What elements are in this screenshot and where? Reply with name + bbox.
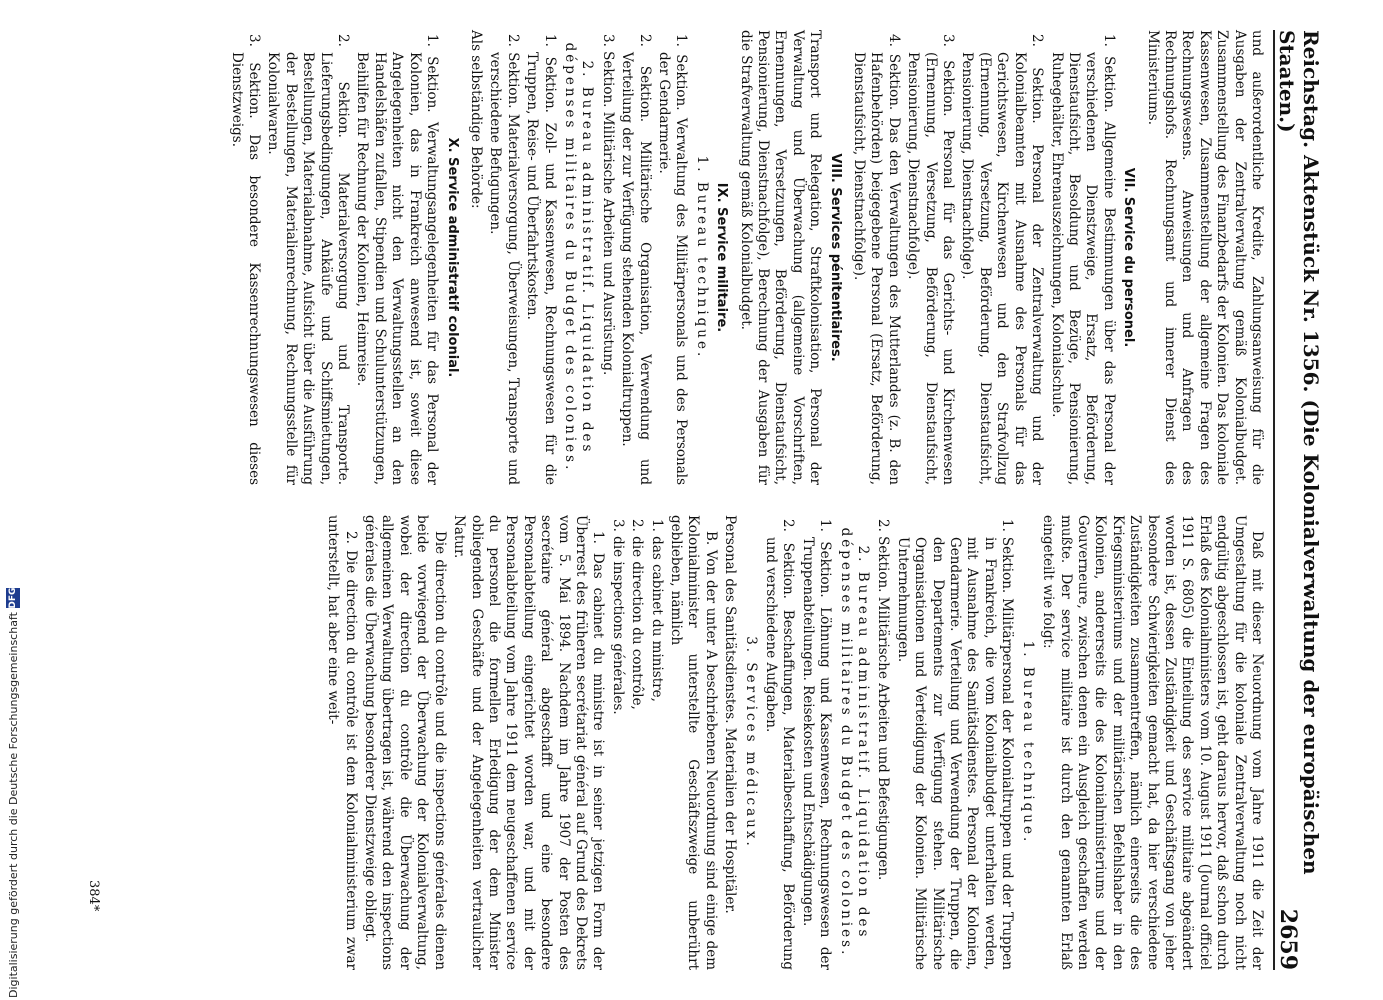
left-column-paragraph: VIII. Services pénitentiaires.: [827, 153, 843, 362]
left-column-paragraph: 2. Bureau administratif. Liquidation des dépenses militaires du Budget des colonies.: [561, 42, 596, 473]
left-column-paragraph: VII. Service du personel.: [1121, 167, 1137, 348]
left-column-paragraph: 4. Sektion. Das den Verwaltungen des Mutterlandes (z. B. den Hafenbehörden) beigegebene Personal (Ersatz, Beförderung, Dienstaufsicht, Dienstnachfolge).: [851, 34, 902, 485]
right-column-paragraph: 3. die inspections générales.: [609, 519, 626, 715]
left-column-paragraph: 1. Sektion. Allgemeine Bestimmungen über das Personal der verschiedenen Dienstzweige, Ersatz, Beförderung, Dienstaufsicht, Besoldung und Bezüge, Pensionierung, Ruhegehälter, Ehrenauszeichnungen, Kolonialschule.: [1048, 34, 1117, 485]
left-column-paragraph: 1. Bureau technique.: [693, 155, 710, 360]
right-column-paragraph: 2. die direction du contrôle,: [629, 519, 646, 710]
left-column-paragraph: 3. Sektion. Personal für das Gerichts- und Kirchenwesen (Ernennung, Versetzung, Beförderung, Dienstaufsicht, Pensionierung, Dienstnachfolge).: [905, 34, 957, 485]
sheet-signature: 384*: [86, 880, 101, 912]
left-column: [228, 30, 1265, 485]
left-column-paragraph: Transport und Relegation, Straftkolonisation, Personal der Verwaltung und Überwachung (allgemeine Vorschriften, Ernennungen, Versetzungen, Beförderung, Dienstaufsicht, Pensionierung, Dienstnachfolge), Berechnung der Ausgaben für die Strafverwaltung gemäß Kolonialbudget.: [737, 30, 824, 485]
right-column-paragraph: 2. Sektion. Beschaffungen, Materialbeschaffung, Beförderung und verschiedene Aufgaben.: [763, 519, 797, 970]
dfg-logo-icon: DFG: [8, 587, 18, 609]
credit-text: Digitalisierung gefördert durch die Deutsche Forschungsgemeinschaft: [6, 612, 20, 998]
right-column-paragraph: 1. Sektion. Militärpersonal der Kolonialtruppen und der Truppen in Frankreich, die vom Kolonialbudget unterhalten werden, mit Ausnahme des Sanitätsdienstes. Personal der Kolonien, Gendarmerie. Verteilung und Verwendung der Truppen, die den Departements zur Verfügung stehen. Militärische Organisationen und Verteidigung der Kolonien. Militärische Unternehmungen.: [894, 519, 1016, 970]
left-column-paragraph: 2. Sektion. Materialversorgung und Transporte. Lieferungsbedingungen, Ankäufe und Schiffsmietungen, Bestellungen, Materialabnahme, Aufsicht über die Ausführung der Bestellungen, Materialienrechnung, Rechnungsstelle für Kolonialwaren.: [265, 34, 352, 485]
left-column-paragraph: X. Service administratif colonial.: [444, 137, 460, 378]
header-title: Reichstag. Aktenstück Nr. 1356. (Die Kolonialverwaltung der europäischen Staaten.): [1275, 30, 1323, 875]
left-column-paragraph: IX. Service militaire.: [714, 182, 730, 333]
digitization-credit: [2, 0, 24, 998]
rotated-page-frame: [63, 0, 1323, 1000]
left-column-paragraph: 3. Sektion. Militärische Arbeiten und Ausrüstung.: [599, 34, 616, 376]
right-column-paragraph: 2. Die direction du contrôle ist dem Kolonialministerium zwar unterstellt, hat aber eine weit-: [325, 515, 359, 970]
left-column-paragraph: 1. Sektion. Verwaltungsangelegenheiten für das Personal der Kolonien, das in Frankreich anwesend ist, soweit diese Angelegenheiten nicht den Verwaltungsstellen an den Handelshäfen zufallen, Stipendien und Schulunterstützungen, Beihilfen für Rechnung der Kolonien, Heimreise.: [354, 34, 441, 485]
right-column-paragraph: 3. Services médicaux.: [742, 636, 759, 849]
right-column-paragraph: Personal des Sanitätsdienstes. Materialien der Hospitäler.: [722, 515, 739, 914]
left-column-paragraph: 2. Sektion. Personal der Zentralverwaltung und der Kolonialbeamten mit Ausnahme des Personals für das Gerichtswesen, Kirchenwesen und den Strafvollzug (Ernennung, Versetzung, Beförderung, Dienstaufsicht, Pensionierung, Dienstnachfolge).: [959, 34, 1046, 485]
page-header: [1273, 30, 1323, 970]
left-column-paragraph: 2. Sektion. Militärische Organisation, Verwendung und Verteilung der zur Verfügung stehenden Kolonialtruppen.: [619, 34, 653, 485]
right-column-paragraph: B. Von der unter A beschriebenen Neuordnung sind einige dem Kolonialminister unterstellte Geschäftszweige unberührt geblieben, nämlich: [668, 515, 719, 970]
right-column-paragraph: 2. Sektion. Militärische Arbeiten und Befestigungen.: [875, 519, 892, 881]
right-column-paragraph: Daß mit dieser Neuordnung vom Jahre 1911 die Zeit der Umgestaltung für die koloniale Zentralverwaltung noch nicht endgültig abgeschlossen ist, geht daraus hervor, daß schon durch Erlaß des Kolonialministers vom 10. August 1911 (Journal officiel 1911 S. 6805) die Einteilung des service militaire abgeändert worden ist, dessen Zuständigkeit und Geschäftsgang von jeher besondere Schwierigkeiten gemacht hat, da hier verschiedene Zuständigkeiten zusammentreffen, nämlich einerseits die des Kriegsministeriums und der militärischen Befehlshaber in den Kolonien, andererseits die des Kolonialministeriums und der Gouverneure, zwischen denen ein Ausgleich geschaffen werden mußte. Der service militaire ist durch den genannten Erlaß eingeteilt wie folgt:: [1040, 515, 1265, 970]
right-column-paragraph: 1. Sektion. Löhnung und Kassenwesen, Rechnungswesen der Truppenabteilungen. Reisekosten und Entschädigungen.: [799, 519, 834, 970]
right-column-paragraph: 1. Das cabinet du ministre ist in seiner jetzigen Form der Überrest des früheren secrétariat général auf Grund des Dekrets vom 5. Mai 1894. Nachdem im Jahre 1907 der Posten des secrétaire général abgeschafft und eine besondere Personalabteilung eingerichtet worden war, und mit der Personalabteilung vom Jahre 1911 dem neugeschaffenen service du personel die formellen Erledigung der dem Minister obliegenden Geschäfte und der Angelegenheiten vertraulicher Natur.: [451, 515, 607, 970]
left-column-paragraph: Als selbständige Behörde:: [467, 30, 484, 209]
right-column-paragraph: 2. Bureau administratif. Liquidation des dépenses militaires du Budget des colonies.: [837, 527, 872, 958]
page-number: 2659: [1275, 908, 1301, 970]
left-column-paragraph: 1. Sektion. Verwaltung des Militärpersonals und des Personals der Gendarmerie.: [656, 34, 690, 485]
right-column-paragraph: 1. Bureau technique.: [1019, 640, 1036, 845]
right-column: [325, 515, 1265, 970]
right-column-paragraph: Die direction du contrôle und die inspections générales dienen beide vorwiegend der Überwachung der Kolonialverwaltung, wobei der direction du contrôle die Überwachung der allgemeinen Verwaltung übertragen ist, während den inspections générales die Überwachung besonderer Dienstzweige obliegt.: [362, 515, 448, 970]
left-column-paragraph: 2. Sektion. Materialversorgung, Überweisungen, Transporte und verschiedene Befugungen.: [487, 34, 521, 485]
left-column-paragraph: und außerordentliche Kredite, Zahlungsanweisung für die Ausgaben der Zentralverwaltung gemäß Kolonialbudget. Zusammenstellung des Finanzbedarfs der Kolonien. Das koloniale Kassenwesen, Zusammenstellung der allgemeine Fragen des Rechnungswesens. Anweisungen und Anfragen des Rechnungshofs. Rechnungsamt und innerer Dienst des Ministeriums.: [1144, 30, 1265, 485]
right-column-paragraph: 1. das cabinet du ministre,: [648, 519, 665, 702]
left-column-paragraph: 1. Sektion. Zoll- und Kassenwesen, Rechnungswesen für die Truppen, Reise- und Überfahrtskosten.: [524, 34, 558, 485]
left-column-paragraph: 3. Sektion. Das besondere Kassenrechnungswesen dieses Dienstzweigs.: [228, 34, 263, 485]
